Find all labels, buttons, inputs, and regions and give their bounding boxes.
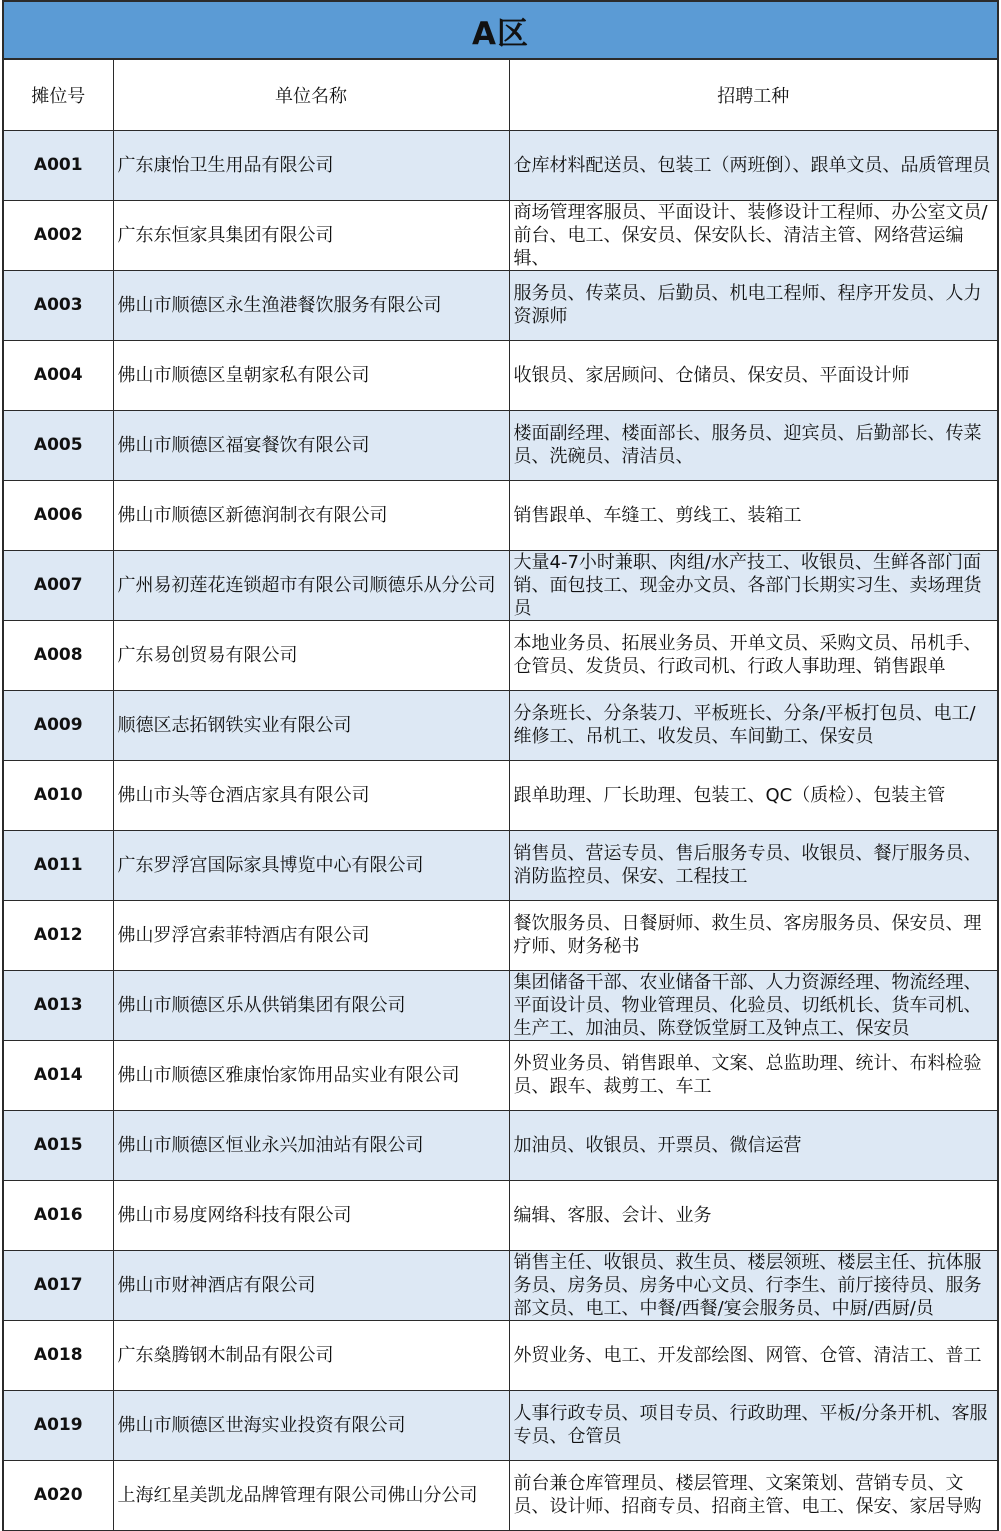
job-types: 服务员、传菜员、后勤员、机电工程师、程序开发员、人力资源师 (513, 283, 982, 327)
job-types: 外贸业务、电工、开发部绘图、网管、仓管、清洁工、普工 (513, 1344, 982, 1366)
table-row (4, 340, 997, 410)
booth-number: A007 (4, 550, 113, 620)
table-row (4, 830, 997, 900)
job-types-cell (509, 690, 997, 760)
zone-title: A区 (4, 0, 997, 60)
company-name: 佛山市顺德区福宴餐饮有限公司 (113, 410, 509, 480)
booth-number: A009 (4, 690, 113, 760)
job-types-cell (509, 900, 997, 970)
job-types: 餐饮服务员、日餐厨师、救生员、客房服务员、保安员、理疗师、财务秘书 (513, 913, 982, 957)
job-types-cell (509, 830, 997, 900)
header-booth: 摊位号 (4, 60, 113, 130)
booth-number: A006 (4, 480, 113, 550)
job-types-cell (509, 1250, 997, 1320)
table-row (4, 130, 997, 200)
company-name: 佛山市财神酒店有限公司 (113, 1250, 509, 1320)
booth-number: A008 (4, 620, 113, 690)
booth-number: A013 (4, 970, 113, 1040)
job-types: 商场管理客服员、平面设计、装修设计工程师、办公室文员/前台、电工、保安员、保安队长、清洁主管、网络营运编辑、 (513, 202, 988, 269)
booth-number: A010 (4, 760, 113, 830)
booth-number: A018 (4, 1320, 113, 1390)
company-name: 佛山市顺德区恒业永兴加油站有限公司 (113, 1110, 509, 1180)
company-name: 佛山市顺德区雅康怡家饰用品实业有限公司 (113, 1040, 509, 1110)
job-types: 楼面副经理、楼面部长、服务员、迎宾员、后勤部长、传菜员、洗碗员、清洁员、 (513, 423, 982, 467)
company-name: 广东东恒家具集团有限公司 (113, 200, 509, 270)
job-types: 仓库材料配送员、包装工（两班倒）、跟单文员、品质管理员 (513, 154, 991, 176)
booth-number: A002 (4, 200, 113, 270)
company-name: 佛山市头等仓酒店家具有限公司 (113, 760, 509, 830)
company-name: 佛山市顺德区世海实业投资有限公司 (113, 1390, 509, 1460)
job-types-cell (509, 1390, 997, 1460)
job-fair-sheet (2, 0, 999, 1531)
booth-number: A014 (4, 1040, 113, 1110)
job-types: 人事行政专员、项目专员、行政助理、平板/分条开机、客服专员、仓管员 (513, 1403, 988, 1447)
table-row (4, 480, 997, 550)
booth-number: A015 (4, 1110, 113, 1180)
table-row (4, 1180, 997, 1250)
header-jobs: 招聘工种 (509, 60, 997, 130)
table-row (4, 410, 997, 480)
company-name: 顺德区志拓钢铁实业有限公司 (113, 690, 509, 760)
job-types-cell (509, 130, 997, 200)
job-types: 销售主任、收银员、救生员、楼层领班、楼层主任、抗体服务员、房务员、房务中心文员、行李生、前厅接待员、服务部文员、电工、中餐/西餐/宴会服务员、中厨/西厨/员 (513, 1252, 982, 1319)
job-types: 收银员、家居顾问、仓储员、保安员、平面设计师 (513, 364, 910, 386)
job-types-cell (509, 1180, 997, 1250)
job-types: 外贸业务员、销售跟单、文案、总监助理、统计、布料检验员、跟车、裁剪工、车工 (513, 1053, 982, 1097)
table-row (4, 1390, 997, 1460)
company-name: 广东康怡卫生用品有限公司 (113, 130, 509, 200)
job-types-cell (509, 620, 997, 690)
company-name: 佛山市顺德区乐从供销集团有限公司 (113, 970, 509, 1040)
company-name: 佛山市易度网络科技有限公司 (113, 1180, 509, 1250)
job-types-cell (509, 1040, 997, 1110)
company-name: 佛山市顺德区永生渔港餐饮服务有限公司 (113, 270, 509, 340)
job-types: 销售跟单、车缝工、剪线工、装箱工 (513, 504, 802, 526)
booth-number: A019 (4, 1390, 113, 1460)
table-row (4, 690, 997, 760)
job-types-cell (509, 340, 997, 410)
job-types-cell (509, 1110, 997, 1180)
booth-number: A017 (4, 1250, 113, 1320)
booth-number: A001 (4, 130, 113, 200)
company-name: 广东易创贸易有限公司 (113, 620, 509, 690)
booth-number: A004 (4, 340, 113, 410)
job-types-cell (509, 480, 997, 550)
job-types: 跟单助理、厂长助理、包装工、QC（质检）、包装主管 (513, 784, 946, 806)
booth-number: A012 (4, 900, 113, 970)
booth-number: A003 (4, 270, 113, 340)
booth-number: A016 (4, 1180, 113, 1250)
job-types: 编辑、客服、会计、业务 (513, 1204, 712, 1226)
job-types-cell (509, 270, 997, 340)
table-row (4, 1110, 997, 1180)
booth-number: A005 (4, 410, 113, 480)
job-types-cell (509, 1320, 997, 1390)
table-row (4, 550, 997, 620)
company-name: 上海红星美凯龙品牌管理有限公司佛山分公司 (113, 1460, 509, 1530)
table-row (4, 270, 997, 340)
job-types: 本地业务员、拓展业务员、开单文员、采购文员、吊机手、仓管员、发货员、行政司机、行政人事助理、销售跟单 (513, 633, 982, 677)
job-types: 集团储备干部、农业储备干部、人力资源经理、物流经理、平面设计员、物业管理员、化验员、切纸机长、货车司机、生产工、加油员、陈登饭堂厨工及钟点工、保安员 (513, 972, 982, 1039)
table-row (4, 1460, 997, 1530)
booth-number: A020 (4, 1460, 113, 1530)
job-types: 大量4-7小时兼职、肉组/水产技工、收银员、生鲜各部门面销、面包技工、现金办文员、各部门长期实习生、卖场理货员 (513, 552, 982, 619)
table-row (4, 1250, 997, 1320)
table-row (4, 970, 997, 1040)
company-name: 佛山市顺德区皇朝家私有限公司 (113, 340, 509, 410)
job-types-cell (509, 410, 997, 480)
table-row (4, 620, 997, 690)
table-row (4, 1320, 997, 1390)
company-name: 佛山市顺德区新德润制衣有限公司 (113, 480, 509, 550)
job-types: 前台兼仓库管理员、楼层管理、文案策划、营销专员、文员、设计师、招商专员、招商主管、电工、保安、家居导购 (513, 1473, 982, 1517)
company-name: 广州易初莲花连锁超市有限公司顺德乐从分公司 (113, 550, 509, 620)
job-types: 分条班长、分条装刀、平板班长、分条/平板打包员、电工/维修工、吊机工、收发员、车间勤工、保安员 (513, 703, 976, 747)
table-row (4, 200, 997, 270)
header-company: 单位名称 (113, 60, 509, 130)
table-row (4, 1040, 997, 1110)
job-types: 销售员、营运专员、售后服务专员、收银员、餐厅服务员、消防监控员、保安、工程技工 (513, 843, 982, 887)
company-name: 佛山罗浮宫索菲特酒店有限公司 (113, 900, 509, 970)
booth-table (4, 60, 997, 1531)
job-types-cell (509, 200, 997, 270)
job-types-cell (509, 1460, 997, 1530)
job-types: 加油员、收银员、开票员、微信运营 (513, 1134, 802, 1156)
company-name: 广东燊腾钢木制品有限公司 (113, 1320, 509, 1390)
job-types-cell (509, 550, 997, 620)
job-types-cell (509, 970, 997, 1040)
job-types-cell (509, 760, 997, 830)
company-name: 广东罗浮宫国际家具博览中心有限公司 (113, 830, 509, 900)
header-row (4, 60, 997, 130)
table-row (4, 760, 997, 830)
table-body (4, 130, 997, 1530)
table-row (4, 900, 997, 970)
booth-number: A011 (4, 830, 113, 900)
